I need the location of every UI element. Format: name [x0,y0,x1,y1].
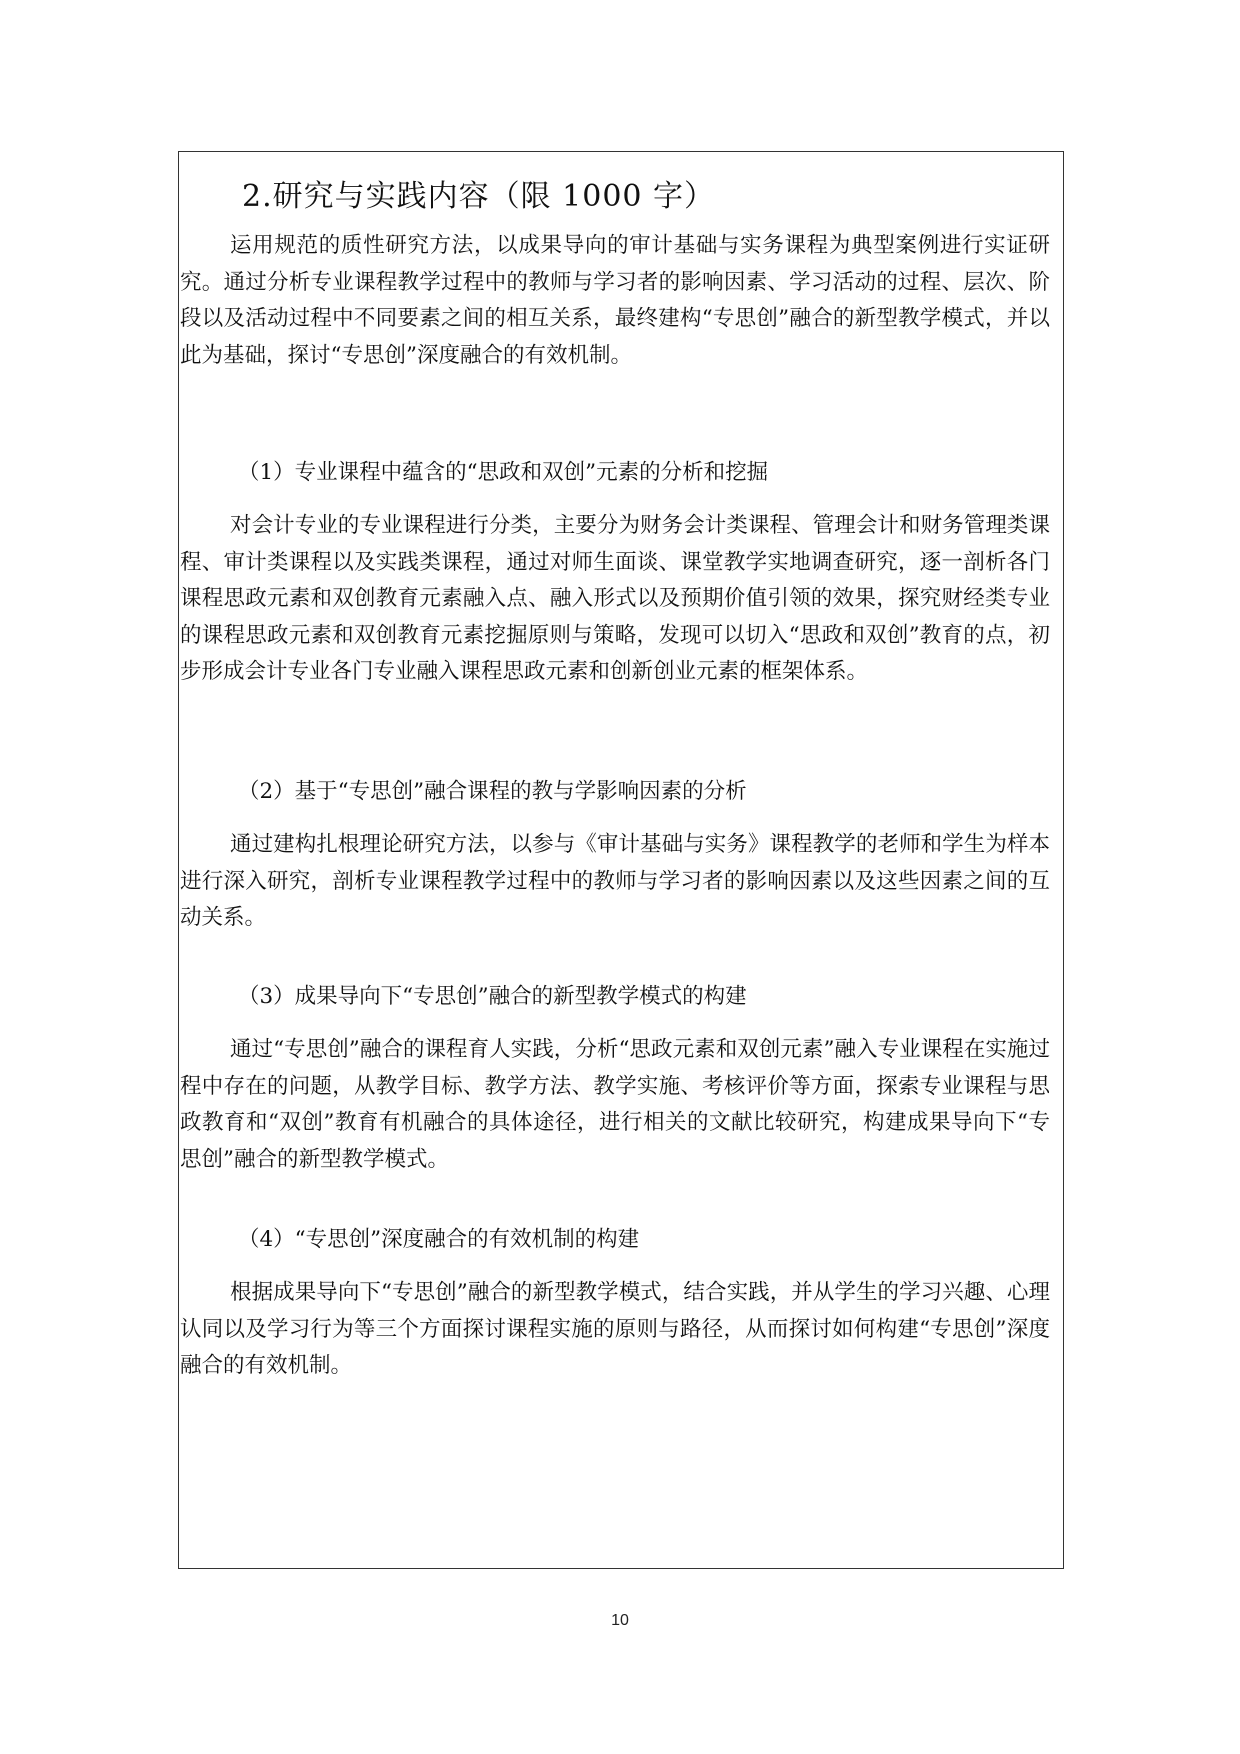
item-3-body: 通过“专思创”融合的课程育人实践，分析“思政元素和双创元素”融入专业课程在实施过程中存在的问题，从教学目标、教学方法、教学实施、考核评价等方面，探索专业课程与思政教育和“双创”教育有机融合的具体途径，进行相关的文献比较研究，构建成果导向下“专思创”融合的新型教学模式。 [180,1037,1050,1172]
item-1-heading: （1）专业课程中蕴含的“思政和双创”元素的分析和挖掘 [238,460,769,485]
item-1-body: 对会计专业的专业课程进行分类，主要分为财务会计类课程、管理会计和财务管理类课程、审计类课程以及实践类课程，通过对师生面谈、课堂教学实地调查研究，逐一剖析各门课程思政元素和双创教育元素融入点、融入形式以及预期价值引领的效果，探究财经类专业的课程思政元素和双创教育元素挖掘原则与策略，发现可以切入“思政和双创”教育的点，初步形成会计专业各门专业融入课程思政元素和创新创业元素的框架体系。 [180,513,1050,684]
item-2-heading: （2）基于“专思创”融合课程的教与学影响因素的分析 [238,779,747,804]
item-4-body: 根据成果导向下“专思创”融合的新型教学模式，结合实践，并从学生的学习兴趣、心理认同以及学习行为等三个方面探讨课程实施的原则与路径，从而探讨如何构建“专思创”深度融合的有效机制。 [180,1280,1050,1378]
item-2-body: 通过建构扎根理论研究方法，以参与《审计基础与实务》课程教学的老师和学生为样本进行深入研究，剖析专业课程教学过程中的教师与学习者的影响因素以及这些因素之间的互动关系。 [180,832,1050,930]
intro-paragraph: 运用规范的质性研究方法，以成果导向的审计基础与实务课程为典型案例进行实证研究。通过分析专业课程教学过程中的教师与学习者的影响因素、学习活动的过程、层次、阶段以及活动过程中不同要素之间的相互关系，最终建构“专思创”融合的新型教学模式，并以此为基础，探讨“专思创”深度融合的有效机制。 [180,233,1050,368]
item-4-heading: （4）“专思创”深度融合的有效机制的构建 [238,1227,640,1252]
section-title: 2.研究与实践内容（限 1000 字） [242,179,716,214]
item-3-heading: （3）成果导向下“专思创”融合的新型教学模式的构建 [238,984,747,1009]
page-number: 10 [611,1612,629,1629]
